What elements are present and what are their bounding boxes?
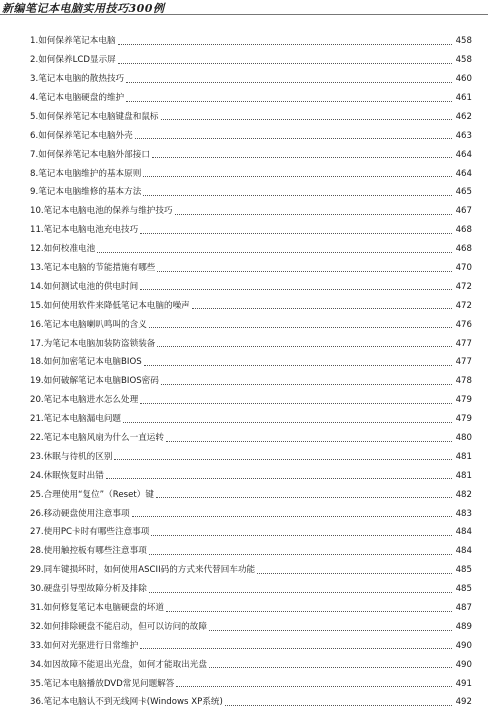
page-header-title: 新编笔记本电脑实用技巧300例 — [2, 2, 165, 15]
toc-entry-page: 484 — [455, 527, 472, 538]
toc-entry-page: 477 — [455, 338, 472, 349]
toc-entry-number: 22. — [30, 433, 44, 443]
toc-entry-number: 30. — [30, 584, 44, 595]
toc-entry-title: 移动硬盘使用注意事项 — [43, 508, 130, 519]
toc-dot-leader — [149, 592, 452, 593]
toc-entry-number: 3. — [30, 74, 39, 85]
toc-entry — [0, 537, 488, 556]
toc-dot-leader — [149, 327, 452, 328]
toc-dot-leader — [209, 667, 452, 668]
toc-entry — [0, 632, 488, 651]
toc-entry-number: 29. — [30, 565, 44, 576]
toc-entry-page: 468 — [455, 225, 472, 236]
toc-dot-leader — [175, 214, 452, 215]
toc-entry-page: 477 — [455, 357, 472, 368]
toc-entry — [0, 367, 488, 386]
toc-entry-page: 485 — [455, 565, 472, 576]
toc-entry-number: 18. — [30, 357, 44, 368]
toc-entry-title: 硬盘引导型故障分析及排除 — [43, 584, 147, 595]
toc-entry-number: 2. — [30, 55, 39, 66]
toc-dot-leader — [97, 252, 452, 253]
toc-entry-number: 19. — [30, 376, 44, 387]
toc-entry-page: 462 — [455, 111, 472, 122]
toc-dot-leader — [132, 516, 452, 517]
toc-entry — [0, 405, 488, 424]
toc-entry — [0, 518, 488, 537]
toc-entry — [0, 329, 488, 348]
toc-entry-title: 合理使用“复位”（Reset）键 — [43, 489, 154, 500]
toc-entry-title: 如何加密笔记本电脑BIOS — [43, 357, 142, 368]
toc-entry-number: 27. — [30, 527, 44, 538]
toc-entry-title: 使用PC卡时有哪些注意事项 — [43, 527, 150, 538]
toc-entry-page: 458 — [455, 55, 472, 66]
toc-entry-number: 13. — [30, 262, 44, 273]
toc-entry-page: 470 — [455, 262, 472, 273]
toc-dot-leader — [118, 63, 452, 64]
toc-dot-leader — [106, 478, 452, 479]
toc-entry-title: 如何保养笔记本电脑 — [38, 36, 116, 47]
toc-entry — [0, 480, 488, 499]
toc-dot-leader — [143, 195, 452, 196]
toc-entry-page: 463 — [455, 130, 472, 141]
toc-entry-title: 如何保养笔记本电脑键盘和鼠标 — [38, 111, 159, 122]
toc-entry-title: 同车键损坏时，如何使用ASCII码的方式来代替回车功能 — [43, 565, 256, 576]
toc-entry-number: 10. — [30, 206, 44, 217]
toc-entry-page: 472 — [455, 281, 472, 292]
toc-entry-page: 481 — [455, 470, 472, 481]
toc-entry-title: 休眠与待机的区别 — [43, 451, 113, 462]
toc-dot-leader — [166, 441, 452, 442]
toc-dot-leader — [157, 346, 452, 347]
toc-entry-number: 5. — [30, 111, 39, 122]
toc-dot-leader — [161, 384, 452, 385]
toc-entry — [0, 65, 488, 84]
toc-entry-title: 如何修复笔记本电脑硬盘的坏道 — [43, 603, 164, 614]
toc-dot-leader — [257, 573, 452, 574]
toc-entry-title: 笔记本电脑维修的基本方法 — [38, 187, 142, 198]
toc-entry-number: 33. — [30, 640, 44, 651]
toc-entry-title: 为笔记本电脑加装防盗锁装备 — [43, 338, 156, 349]
toc-entry-title: 笔记本电脑维护的基本原则 — [38, 168, 142, 179]
toc-entry-title: 笔记本电脑硬盘的维护 — [38, 92, 125, 103]
toc-dot-leader — [123, 422, 452, 423]
toc-entry-title: 如因故障不能退出光盘，如何才能取出光盘 — [43, 659, 207, 670]
toc-entry — [0, 575, 488, 594]
toc-dot-leader — [114, 459, 452, 460]
toc-entry-title: 笔记本电脑喇叭鸣叫的含义 — [43, 319, 147, 330]
toc-entry-page: 482 — [455, 489, 472, 500]
toc-dot-leader — [135, 138, 452, 139]
toc-entry-number: 34. — [30, 659, 44, 670]
toc-entry-page: 491 — [455, 678, 472, 689]
toc-entry-page: 484 — [455, 546, 472, 557]
header-rule — [0, 14, 488, 15]
toc-entry-number: 23. — [30, 451, 44, 462]
toc-dot-leader — [152, 157, 452, 158]
toc-entry-title: 笔记本电脑进水怎么处理 — [43, 395, 139, 406]
toc-dot-leader — [149, 554, 452, 555]
toc-dot-leader — [126, 82, 452, 83]
toc-entry-title: 笔记本电脑的散热技巧 — [38, 74, 125, 85]
toc-dot-leader — [143, 176, 452, 177]
toc-entry — [0, 121, 488, 140]
toc-entry-number: 36. — [30, 697, 44, 707]
toc-entry-number: 14. — [30, 281, 44, 292]
toc-entry-number: 4. — [30, 92, 39, 103]
toc-dot-leader — [209, 630, 452, 631]
toc-entry — [0, 291, 488, 310]
toc-entry-number: 28. — [30, 546, 44, 557]
toc-entry — [0, 197, 488, 216]
toc-entry-title: 笔记本电脑认不到无线网卡(Windows XP系统) — [43, 697, 223, 707]
toc-entry — [0, 27, 488, 46]
toc-dot-leader — [192, 308, 452, 309]
toc-entry — [0, 273, 488, 292]
toc-entry — [0, 254, 488, 273]
toc-entry-page: 492 — [455, 697, 472, 707]
toc-dot-leader — [225, 705, 452, 706]
toc-entry-page: 483 — [455, 508, 472, 519]
toc-dot-leader — [176, 686, 452, 687]
toc-entry-number: 25. — [30, 489, 44, 500]
toc-entry-page: 479 — [455, 414, 472, 425]
toc-dot-leader — [140, 233, 452, 234]
toc-entry-title: 休眠恢复时出错 — [43, 470, 104, 481]
toc-entry — [0, 216, 488, 235]
toc-entry-title: 笔记本电脑的节能措施有哪些 — [43, 262, 156, 273]
toc-entry — [0, 461, 488, 480]
toc-dot-leader — [157, 271, 452, 272]
toc-entry — [0, 688, 488, 707]
toc-entry — [0, 650, 488, 669]
toc-entry-number: 21. — [30, 414, 44, 425]
toc-entry-title: 如何排除硬盘不能启动，但可以访问的故障 — [43, 621, 207, 632]
toc-entry-page: 465 — [455, 187, 472, 198]
table-of-contents — [0, 27, 488, 707]
toc-entry-page: 464 — [455, 149, 472, 160]
toc-entry-number: 1. — [30, 36, 39, 47]
toc-entry — [0, 669, 488, 688]
toc-dot-leader — [156, 497, 452, 498]
toc-entry-page: 490 — [455, 640, 472, 651]
toc-entry — [0, 499, 488, 518]
toc-entry-page: 464 — [455, 168, 472, 179]
toc-entry — [0, 348, 488, 367]
toc-entry-number: 11. — [30, 225, 44, 236]
toc-entry-number: 35. — [30, 678, 44, 689]
toc-dot-leader — [118, 44, 452, 45]
toc-entry-page: 489 — [455, 621, 472, 632]
toc-entry-title: 如何保养笔记本电脑外壳 — [38, 130, 133, 141]
toc-entry-number: 8. — [30, 168, 39, 179]
toc-entry-title: 如何测试电池的供电时间 — [43, 281, 139, 292]
toc-entry-title: 笔记本电脑电池的保养与维护技巧 — [43, 206, 173, 217]
toc-entry-title: 笔记本电脑漏电问题 — [43, 414, 122, 425]
toc-entry — [0, 103, 488, 122]
toc-entry — [0, 178, 488, 197]
toc-dot-leader — [126, 101, 452, 102]
toc-entry-page: 476 — [455, 319, 472, 330]
toc-entry-page: 458 — [455, 36, 472, 47]
toc-dot-leader — [144, 365, 452, 366]
toc-dot-leader — [151, 535, 452, 536]
toc-entry — [0, 310, 488, 329]
toc-entry-number: 12. — [30, 244, 44, 255]
toc-entry-page: 485 — [455, 584, 472, 595]
toc-entry-page: 461 — [455, 92, 472, 103]
toc-entry-title: 如何保养笔记本电脑外部接口 — [38, 149, 150, 160]
toc-entry-number: 6. — [30, 130, 39, 141]
toc-entry — [0, 159, 488, 178]
toc-entry-title: 如何对光驱进行日常维护 — [43, 640, 139, 651]
toc-entry-title: 使用触控板有哪些注意事项 — [43, 546, 147, 557]
toc-entry-page: 467 — [455, 206, 472, 217]
toc-entry-number: 17. — [30, 338, 44, 349]
toc-entry-page: 479 — [455, 395, 472, 406]
toc-entry-number: 24. — [30, 470, 44, 481]
toc-entry — [0, 235, 488, 254]
toc-entry-title: 笔记本电脑风扇为什么一直运转 — [43, 433, 164, 443]
toc-entry-page: 481 — [455, 451, 472, 462]
toc-entry-number: 31. — [30, 603, 44, 614]
toc-entry-page: 468 — [455, 244, 472, 255]
toc-entry — [0, 443, 488, 462]
toc-entry-number: 9. — [30, 187, 39, 198]
toc-entry — [0, 84, 488, 103]
toc-entry-page: 478 — [455, 376, 472, 387]
toc-entry — [0, 46, 488, 65]
toc-entry — [0, 424, 488, 443]
toc-entry-title: 如何保养LCD显示屏 — [38, 55, 116, 66]
toc-entry — [0, 613, 488, 632]
toc-entry-number: 26. — [30, 508, 44, 519]
toc-entry-number: 32. — [30, 621, 44, 632]
toc-entry-number: 16. — [30, 319, 44, 330]
toc-entry-page: 480 — [455, 433, 472, 443]
toc-entry — [0, 556, 488, 575]
toc-entry-page: 460 — [455, 74, 472, 85]
toc-entry — [0, 140, 488, 159]
toc-dot-leader — [166, 611, 452, 612]
toc-entry-page: 490 — [455, 659, 472, 670]
toc-entry-title: 笔记本电脑播放DVD常见问题解答 — [43, 678, 175, 689]
toc-entry — [0, 594, 488, 613]
toc-dot-leader — [140, 289, 452, 290]
toc-entry-title: 如何校准电池 — [43, 244, 96, 255]
toc-entry-number: 15. — [30, 300, 44, 311]
toc-entry — [0, 386, 488, 405]
toc-entry-title: 如何破解笔记本电脑BIOS密码 — [43, 376, 159, 387]
toc-entry-page: 472 — [455, 300, 472, 311]
toc-dot-leader — [140, 403, 452, 404]
toc-entry-number: 20. — [30, 395, 44, 406]
toc-entry-title: 笔记本电脑电池充电技巧 — [43, 225, 139, 236]
toc-dot-leader — [140, 648, 452, 649]
toc-entry-page: 487 — [455, 603, 472, 614]
toc-entry-number: 7. — [30, 149, 39, 160]
toc-dot-leader — [161, 119, 452, 120]
toc-entry-title: 如何使用软件来降低笔记本电脑的噪声 — [43, 300, 190, 311]
